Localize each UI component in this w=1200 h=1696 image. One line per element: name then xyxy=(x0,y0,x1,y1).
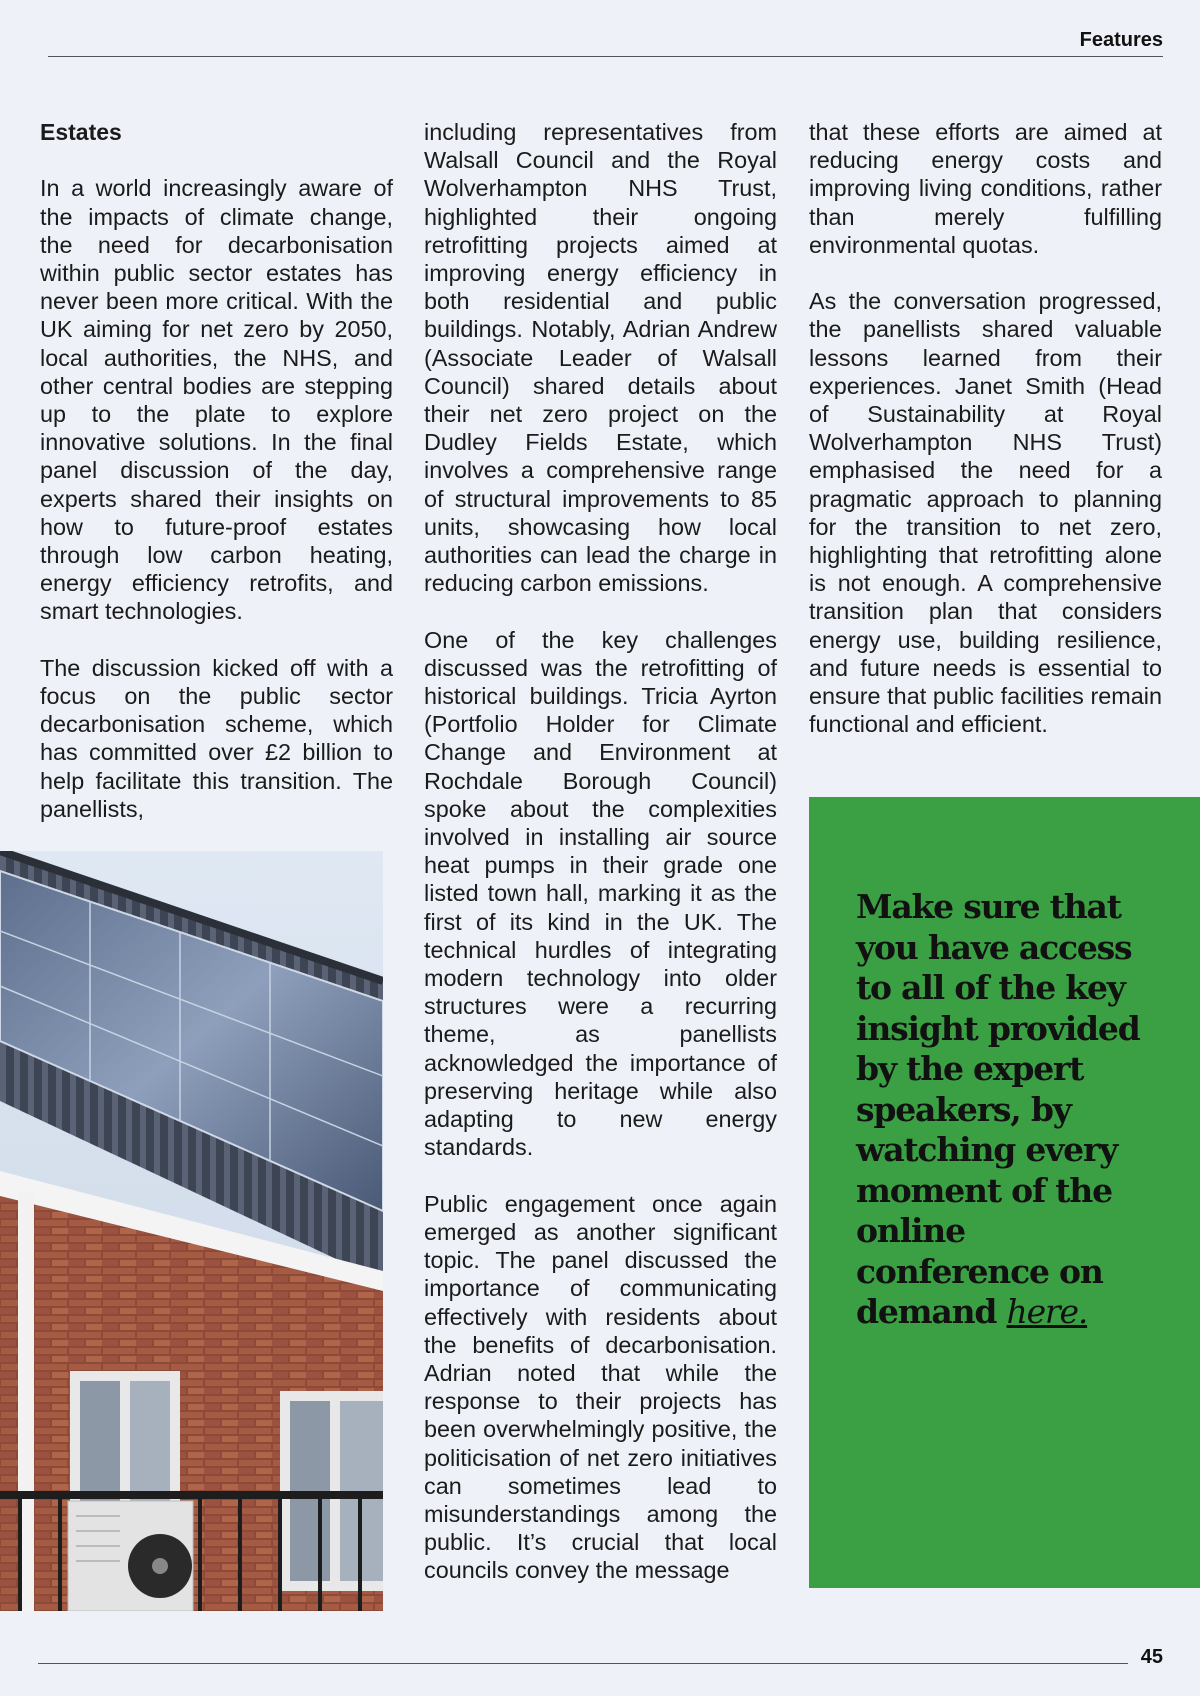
article-heading: Estates xyxy=(40,119,122,145)
header-divider xyxy=(48,56,1163,57)
paragraph: In a world increasingly aware of the impacts of climate change, the need for decarbonisation within public sector estates has never been more critical. With the UK aiming for net zero by 2050, local authorities, the NHS, and other central bodies are stepping up to the plate to explore innovative solutions. In the final panel discussion of the day, experts shared their insights on how to future-proof estates through low carbon heating, energy efficiency retrofits, and smart technologies. xyxy=(40,175,393,625)
paragraph: that these efforts are aimed at reducing energy costs and improving living conditions, rather than merely fulfilling environmental quotas. xyxy=(809,119,1162,258)
page-number: 45 xyxy=(1140,1646,1163,1668)
article-column-1 xyxy=(40,118,393,823)
section-label: Features xyxy=(1079,29,1163,51)
article-column-3 xyxy=(809,118,1162,738)
paragraph: Public engagement once again emerged as another significant topic. The panel discussed the importance of communicating effectively with residents about the benefits of decarbonisation. Adrian noted that while the response to their projects has been overwhelmingly positive, the politicisation of net zero initiatives can sometimes lead to misunderstandings among the public. It’s crucial that local councils convey the message xyxy=(424,1190,777,1584)
paragraph: The discussion kicked off with a focus on the public sector decarbonisation scheme, which has committed over £2 billion to help facilitate this transition. The panellists, xyxy=(40,654,393,822)
article-column-2 xyxy=(424,118,777,1585)
paragraph: One of the key challenges discussed was the retrofitting of historical buildings. Tricia Ayrton (Portfolio Holder for Climate Change and Environment at Rochdale Borough Council) spoke about the complexities involved in installing air source heat pumps in their grade one listed town hall, marking it as the first of its kind in the UK. The technical hurdles of integrating modern technology into older structures were a recurring theme, as panellists acknowledged the importance of preserving heritage while also adapting to new energy standards. xyxy=(424,626,777,1161)
paragraph: including representatives from Walsall Council and the Royal Wolverhampton NHS Trust, highlighted their ongoing retrofitting projects aimed at improving energy efficiency in both residential and public buildings. Notably, Adrian Andrew (Associate Leader of Walsall Council) shared details about their net zero project on the Dudley Fields Estate, which involves a comprehensive range of structural improvements to 85 units, showcasing how local authorities can lead the charge in reducing carbon emissions. xyxy=(424,119,777,597)
promo-box xyxy=(809,797,1200,1588)
promo-message: Make sure that you have access to all of the key insight provided by the expert speakers, by watching every moment of the online conference on demand xyxy=(856,887,1140,1331)
footer-divider xyxy=(38,1663,1128,1664)
on-demand-link[interactable]: here. xyxy=(1006,1292,1088,1331)
solar-roof-photo xyxy=(0,851,383,1611)
promo-text xyxy=(856,887,1156,1333)
paragraph: As the conversation progressed, the panellists shared valuable lessons learned from their experiences. Janet Smith (Head of Sustainability at Royal Wolverhampton NHS Trust) emphasised the need for a pragmatic approach to planning for the transition to net zero, highlighting that retrofitting alone is not enough. A comprehensive transition plan that considers energy use, building resilience, and future needs is essential to ensure that public facilities remain functional and efficient. xyxy=(809,288,1162,738)
